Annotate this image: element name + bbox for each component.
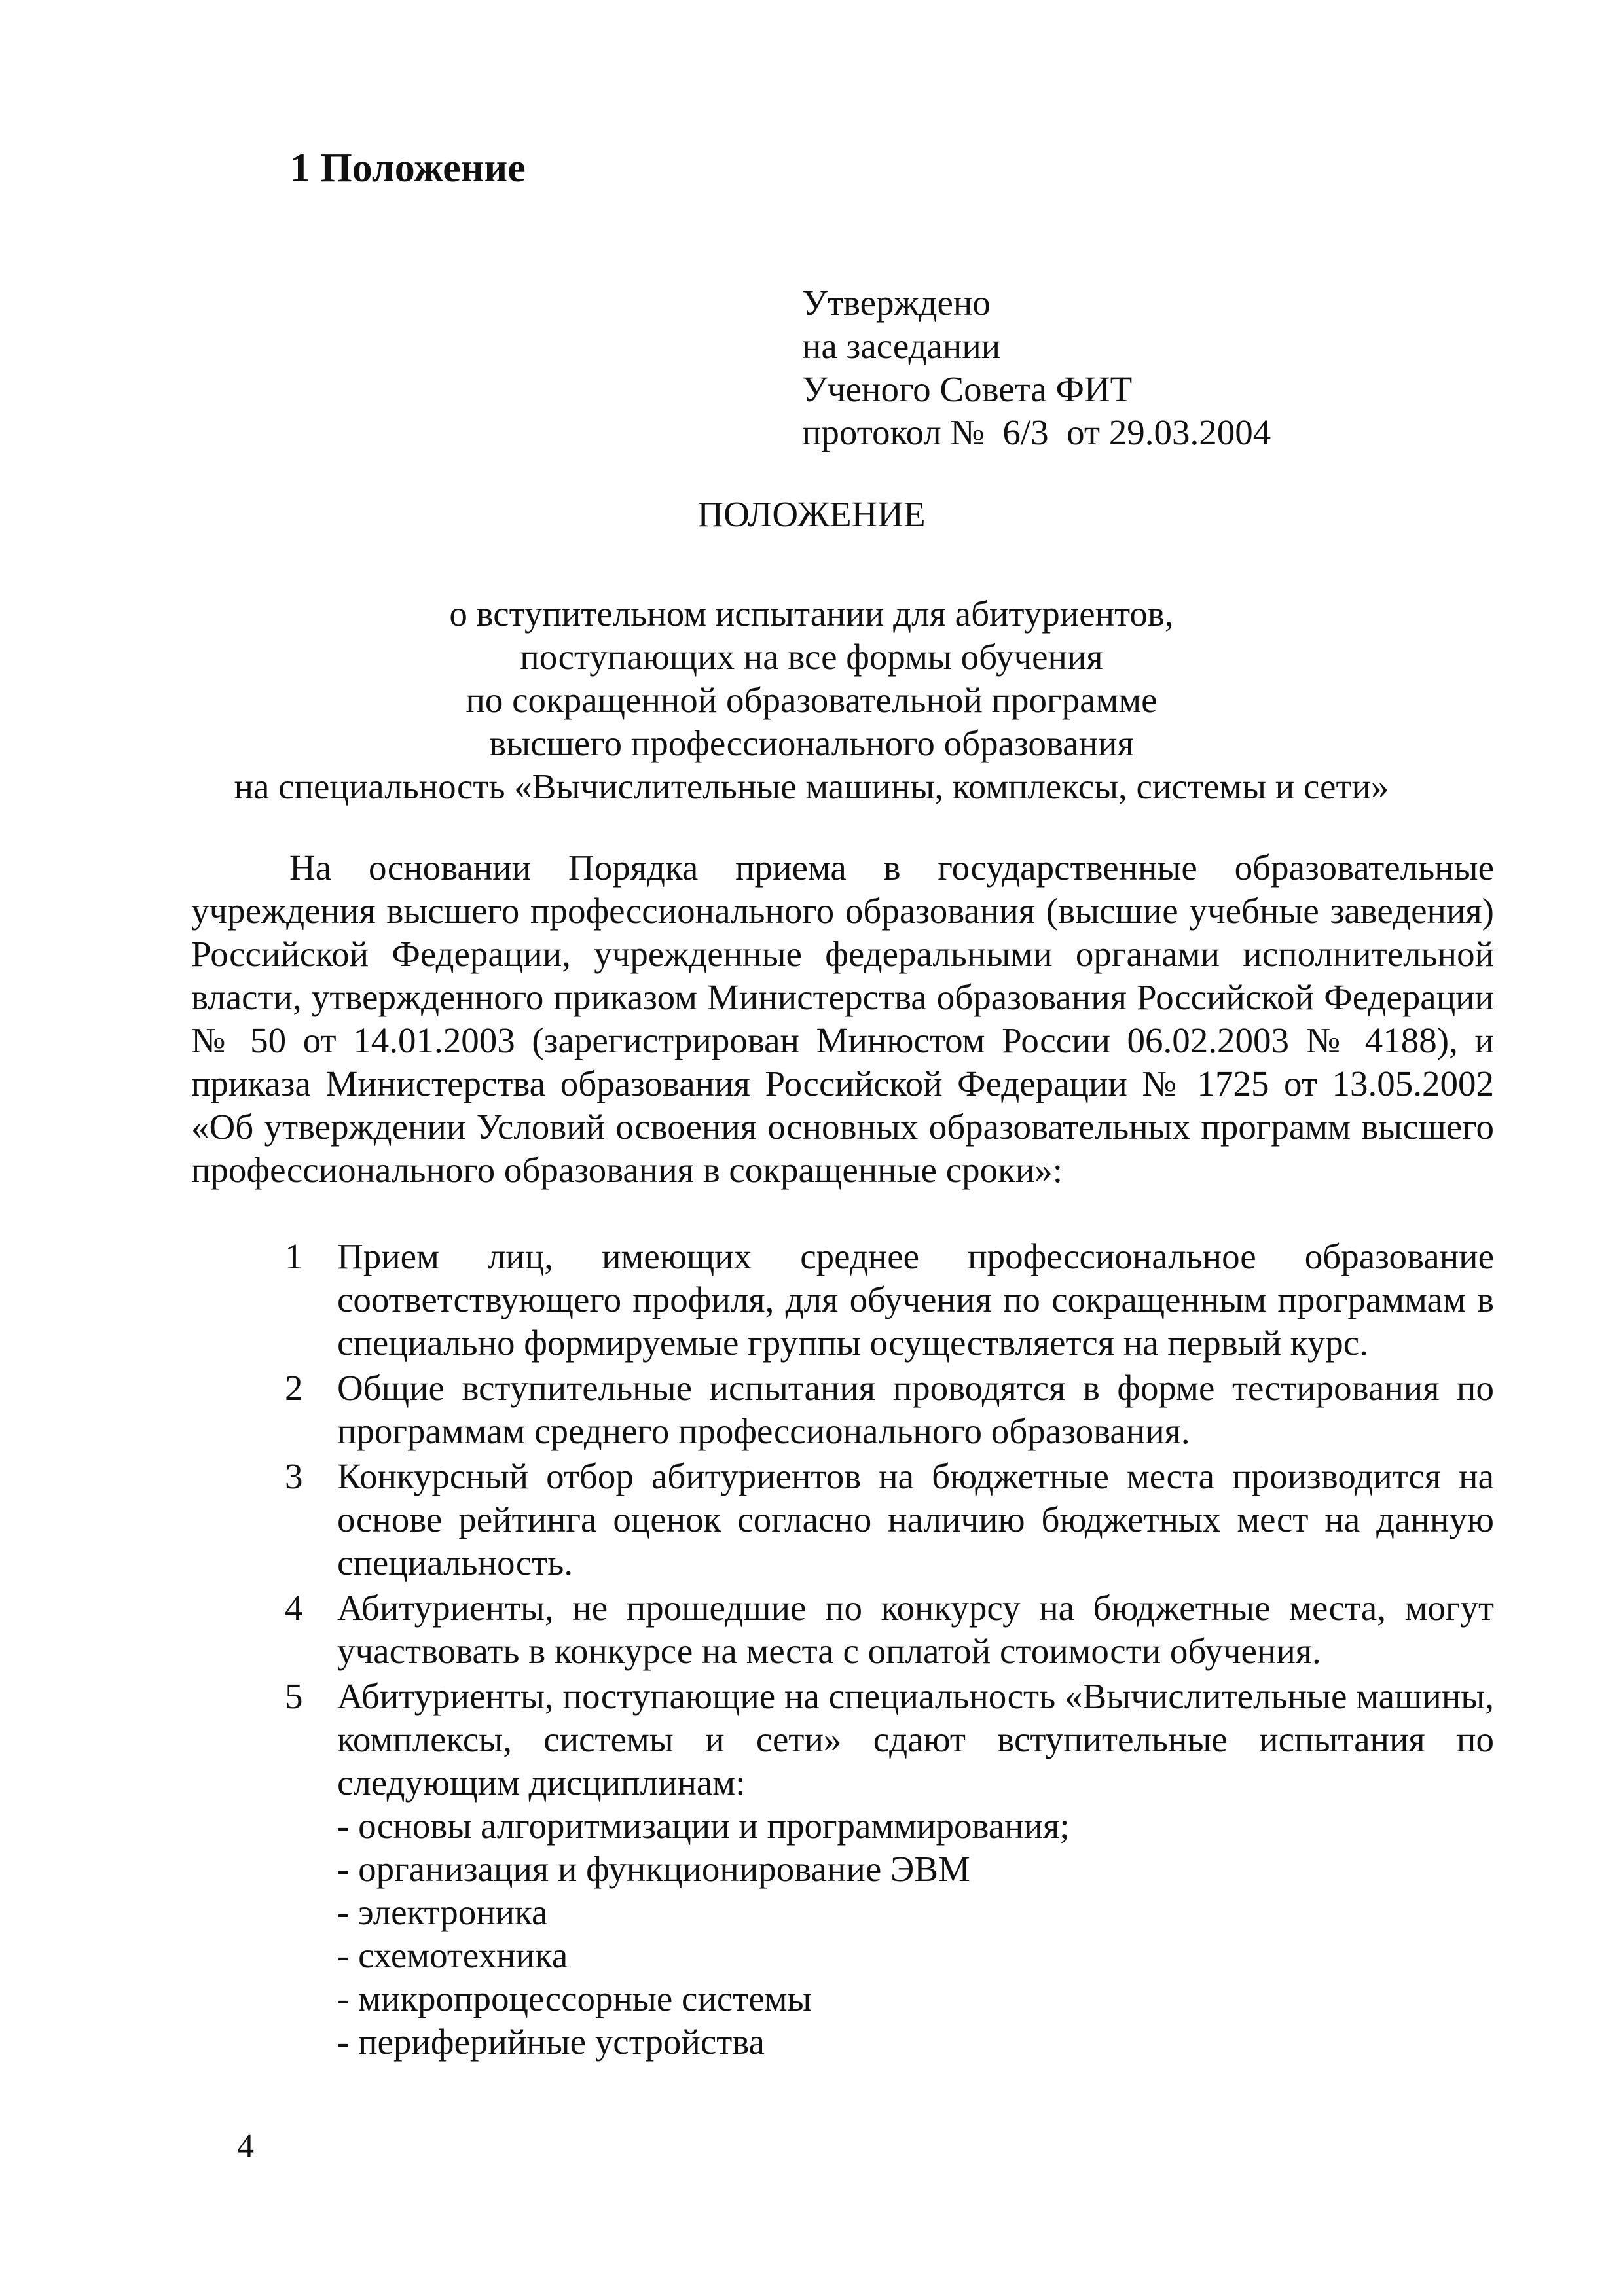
subtitle-line: поступающих на все формы обучения [520, 637, 1103, 677]
document-subtitle [0, 592, 1623, 808]
list-item-number: 4 [285, 1588, 303, 1628]
document-title: ПОЛОЖЕНИЕ [697, 494, 926, 534]
list-item-text: Общие вступительные испытания проводятся в форме тестирования по программам среднего профессионального образования. [337, 1368, 1494, 1451]
list-item [191, 1455, 1494, 1585]
subtitle-line: о вступительном испытании для абитуриентов, [449, 594, 1174, 634]
list-item-text: Абитуриенты, не прошедшие по конкурсу на бюджетные места, могут участвовать в конкурсе на места с оплатой стоимости обучения. [337, 1588, 1494, 1671]
list-item-text: Абитуриенты, поступающие на специальность «Вычислительные машины, комплексы, системы и сети» сдают вступительные испытания по следующим дисциплинам: [337, 1676, 1494, 1803]
list-item-number: 2 [285, 1368, 303, 1408]
approval-line: на заседании [802, 326, 1001, 366]
intro-paragraph: На основании Порядка приема в государственные образовательные учреждения высшего профессионального образования (высшие учебные заведения) Российской Федерации, учрежденные федеральными органами исполнительной власти, утвержденного приказом Министерства образования Российской Федерации № 50 от 14.01.2003 (зарегистрирован Минюстом России 06.02.2003 № 4188), и приказа Министерства образования Российской Федерации № 1725 от 13.05.2002 «Об утверждении Условий освоения основных образовательных программ высшего профессионального образования в сокращенные сроки»: [191, 848, 1494, 1190]
subtitle-line: на специальность «Вычислительные машины, комплексы, системы и сети» [234, 766, 1389, 806]
list-item-number: 5 [285, 1676, 303, 1716]
list-item-text: Конкурсный отбор абитуриентов на бюджетные места производится на основе рейтинга оценок согласно наличию бюджетных мест на данную специальность. [337, 1456, 1494, 1583]
disciplines-list [337, 1804, 1494, 2064]
list-item-text: Прием лиц, имеющих среднее профессиональное образование соответствующего профиля, для обучения по сокращенным программам в специально формируемые группы осуществляется на первый курс. [337, 1236, 1494, 1363]
subtitle-line: высшего профессионального образования [489, 723, 1134, 763]
discipline-item: - схемотехника [337, 1935, 568, 1975]
approval-line: Ученого Совета ФИТ [802, 369, 1133, 409]
discipline-item: - периферийные устройства [337, 2022, 765, 2062]
provisions-list [191, 1235, 1494, 2066]
list-item-number: 3 [285, 1456, 303, 1496]
section-title: 1 Положение [290, 146, 526, 190]
approval-protocol-line: протокол № 6/3 от 29.03.2004 [802, 412, 1271, 452]
list-item [191, 1367, 1494, 1453]
list-item-number: 1 [285, 1236, 303, 1276]
approval-block [802, 281, 1271, 454]
discipline-item: - электроника [337, 1892, 548, 1932]
approval-line: Утверждено [802, 283, 991, 323]
discipline-item: - основы алгоритмизации и программирования; [337, 1806, 1070, 1846]
page-number: 4 [237, 2128, 254, 2165]
discipline-item: - микропроцессорные системы [337, 1979, 812, 2018]
subtitle-line: по сокращенной образовательной программе [465, 680, 1158, 720]
list-item [191, 1235, 1494, 1365]
list-item [191, 1675, 1494, 2064]
discipline-item: - организация и функционирование ЭВМ [337, 1849, 970, 1889]
list-item [191, 1587, 1494, 1673]
